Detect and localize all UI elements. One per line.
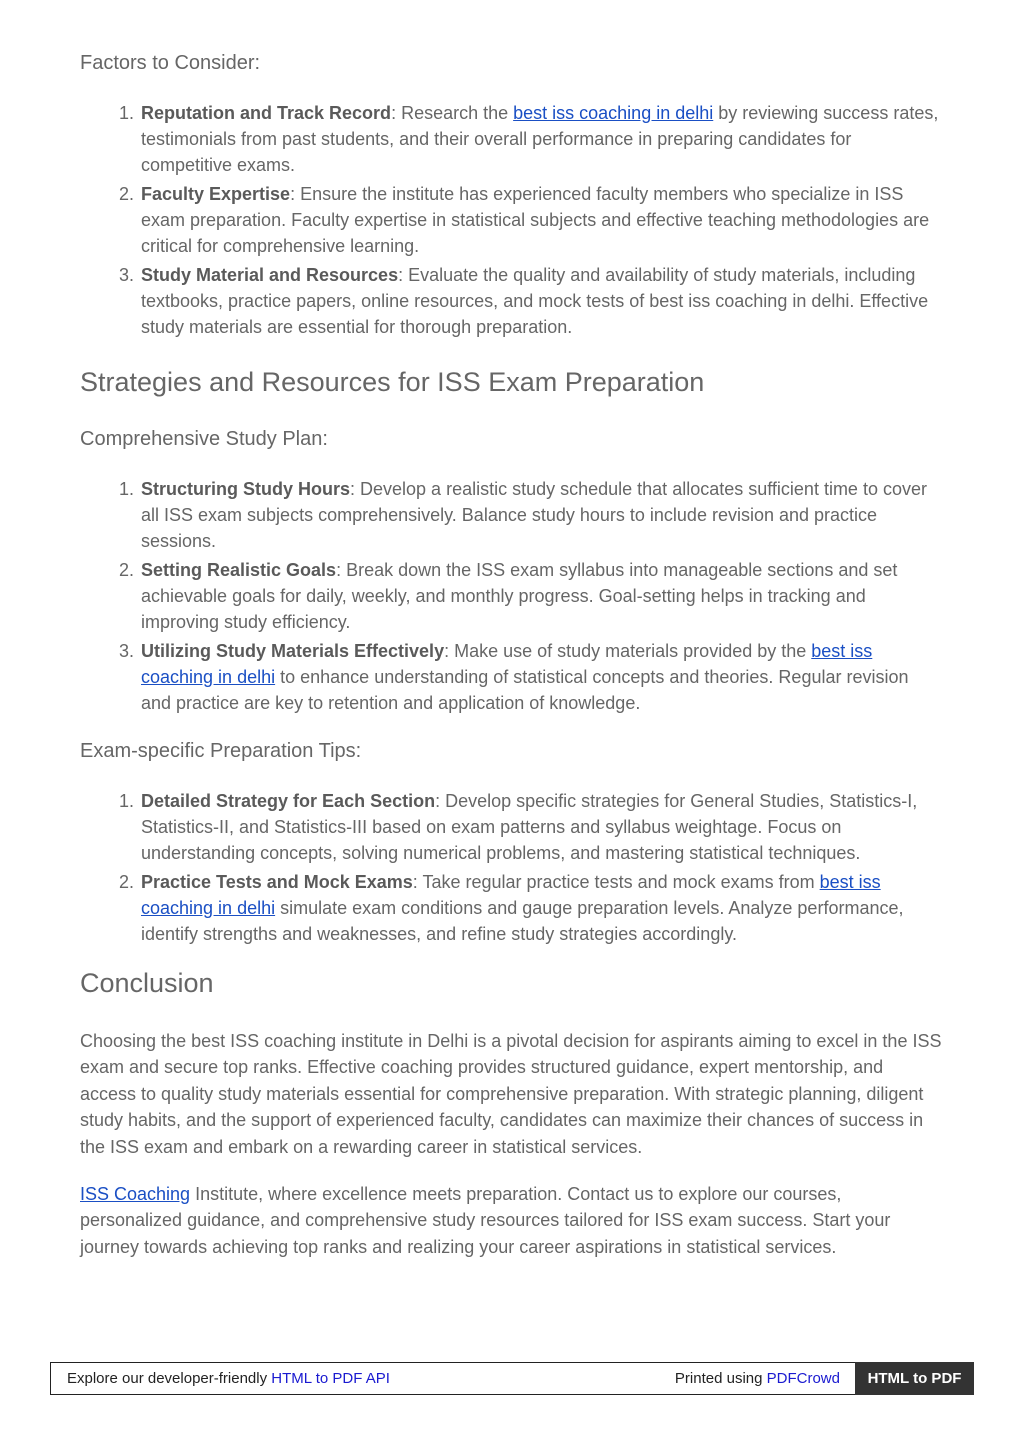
coaching-link[interactable]: best iss coaching in delhi [513,103,714,123]
item-text: : Ensure the institute has experienced faculty members who specialize in ISS exam preparation. Faculty expertise in statistical subjects and effective teaching methodologies are critical for comprehensive learning. [141,184,930,256]
cta-text: Institute, where excellence meets preparation. Contact us to explore our courses, personalized guidance, and comprehensive study resources tailored for ISS exam success. Start your journey towards achieving top ranks and realizing your career aspirations in statistical services. [80,1184,891,1257]
footer-explore [67,1370,390,1387]
conclusion-title: Conclusion [80,968,214,998]
item-text: simulate exam conditions and gauge preparation levels. Analyze performance, identify strengths and weaknesses, and refine study strategies accordingly. [141,898,904,944]
coaching-link[interactable]: best iss coaching in delhi [141,641,873,687]
item-title: Reputation and Track Record [141,103,392,123]
pdf-footer-bar [50,1362,974,1395]
exam-tips-heading: Exam-specific Preparation Tips: [80,740,362,762]
conclusion-paragraph: Choosing the best ISS coaching institute in Delhi is a pivotal decision for aspirants aiming to excel in the ISS exam and secure top ranks. Effective coaching provides structured guidance, expert mentorship, and access to quality study materials essential for comprehensive preparation. With strategic planning, diligent study habits, and the support of experienced faculty, candidates can maximize their chances of success in the ISS exam and embark on a rewarding career in statistical services. [80,1031,942,1157]
item-title: Study Material and Resources [141,265,399,285]
strategies-title: Strategies and Resources for ISS Exam Preparation [80,367,705,397]
item-text: : Research the [391,103,514,123]
item-text: : Break down the ISS exam syllabus into manageable sections and set achievable goals for daily, weekly, and monthly progress. Goal-setting helps in tracking and improving study efficiency. [141,560,898,632]
study-plan-list [80,476,942,719]
study-plan-heading: Comprehensive Study Plan: [80,428,328,450]
list-number: 3. [119,641,135,661]
item-text: by reviewing success rates, testimonials from past students, and their overall performance in preparing candidates for competitive exams. [141,103,939,175]
iss-coaching-link[interactable]: ISS Coaching [80,1184,191,1204]
list-item [119,181,942,259]
list-number: 1. [119,103,135,123]
item-title: Structuring Study Hours [141,479,351,499]
item-text: : Develop a realistic study schedule that allocates sufficient time to cover all ISS exam subjects comprehensively. Balance study hours to include revision and practice sessions. [141,479,927,551]
pdfcrowd-link[interactable]: PDFCrowd [766,1370,840,1387]
list-number: 1. [119,791,135,811]
list-item [119,262,942,340]
item-text: : Evaluate the quality and availability of study materials, including textbooks, practice papers, online resources, and mock tests of best iss coaching in delhi. Effective study materials are essential for thorough preparation. [141,265,929,337]
list-number: 3. [119,265,135,285]
html-to-pdf-badge[interactable]: HTML to PDF [855,1362,974,1395]
list-item [119,788,942,866]
item-title: Faculty Expertise [141,184,291,204]
footer-explore-text: Explore our developer-friendly [67,1370,272,1387]
item-text: : Develop specific strategies for General Studies, Statistics-I, Statistics-II, and Statistics-III based on exam patterns and syllabus weightage. Focus on understanding concepts, solving numerical problems, and mastering statistical techniques. [141,791,918,863]
html-to-pdf-api-link[interactable]: HTML to PDF API [271,1370,390,1387]
item-title: Utilizing Study Materials Effectively [141,641,445,661]
factors-list [80,100,942,343]
coaching-link[interactable]: best iss coaching in delhi [141,872,881,918]
item-title: Detailed Strategy for Each Section [141,791,436,811]
item-text: : Take regular practice tests and mock exams from [412,872,820,892]
list-item [119,100,942,178]
list-item [119,557,942,635]
list-number: 2. [119,872,135,892]
cta-paragraph [80,1181,942,1260]
list-number: 1. [119,479,135,499]
item-title: Setting Realistic Goals [141,560,337,580]
list-item [119,638,942,716]
footer-printed [675,1370,840,1387]
exam-tips-list [80,788,942,950]
item-text: to enhance understanding of statistical concepts and theories. Regular revision and practice are key to retention and application of knowledge. [141,667,909,713]
item-title: Practice Tests and Mock Exams [141,872,413,892]
item-text: : Make use of study materials provided by the [444,641,812,661]
list-item [119,476,942,554]
list-item [119,869,942,947]
list-number: 2. [119,184,135,204]
footer-printed-text: Printed using [674,1370,767,1387]
factors-heading: Factors to Consider: [80,52,261,74]
list-number: 2. [119,560,135,580]
